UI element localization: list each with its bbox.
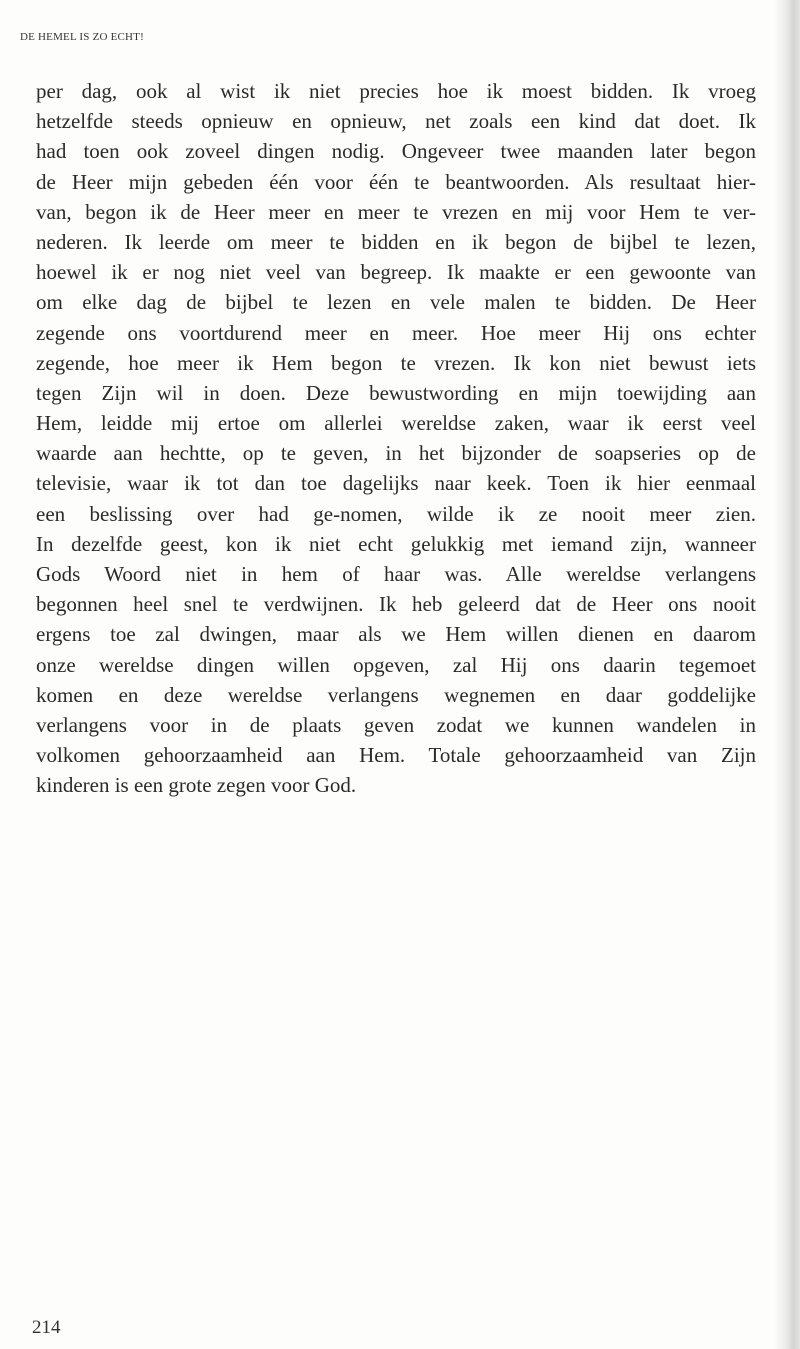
text-line: Hem, leidde mij ertoe om allerlei wereldse zaken, waar ik eerst veel xyxy=(36,411,756,436)
text-line: Gods Woord niet in hem of haar was. Alle wereldse verlangens xyxy=(36,562,756,586)
text-line: had toen ook zoveel dingen nodig. Ongeveer twee maanden later begon xyxy=(36,139,756,164)
text-line: onze wereldse dingen willen opgeven, zal Hij ons daarin tegemoet xyxy=(36,652,756,677)
running-head: DE HEMEL IS ZO ECHT! xyxy=(20,31,144,43)
page-number: 214 xyxy=(32,1317,61,1338)
text-line: zegende ons voortdurend meer en meer. Hoe meer Hij ons echter xyxy=(36,320,756,345)
text-line: komen en deze wereldse verlangens wegnemen en daar goddelijke xyxy=(36,682,756,707)
text-line: de Heer mijn gebeden één voor één te beantwoorden. Als resultaat hier- xyxy=(36,169,756,194)
text-line: tegen Zijn wil in doen. Deze bewustwording en mijn toewijding aan xyxy=(36,380,756,405)
text-line: zegende, hoe meer ik Hem begon te vrezen. Ik kon niet bewust iets xyxy=(36,350,756,375)
text-line: verlangens voor in de plaats geven zodat we kunnen wandelen in xyxy=(36,712,756,737)
text-line: van, begon ik de Heer meer en meer te vrezen en mij voor Hem te ver- xyxy=(36,199,756,224)
text-line: waarde aan hechtte, op te geven, in het bijzonder de soapseries op de xyxy=(36,441,756,466)
text-line: ergens toe zal dwingen, maar als we Hem willen dienen en daarom xyxy=(36,622,756,647)
text-line: nederen. Ik leerde om meer te bidden en ik begon de bijbel te lezen, xyxy=(36,229,756,254)
page-edge-shadow xyxy=(774,0,800,1349)
text-line: In dezelfde geest, kon ik niet echt gelukkig met iemand zijn, wanneer xyxy=(36,531,756,556)
text-line: hetzelfde steeds opnieuw en opnieuw, net zoals een kind dat doet. Ik xyxy=(36,109,756,134)
text-line: per dag, ook al wist ik niet precies hoe ik moest bidden. Ik vroeg xyxy=(36,79,756,103)
text-line: kinderen is een grote zegen voor God. xyxy=(36,773,357,798)
text-line: een beslissing over had ge-nomen, wilde ik ze nooit meer zien. xyxy=(36,501,756,526)
text-line: televisie, waar ik tot dan toe dagelijks naar keek. Toen ik hier eenmaal xyxy=(36,471,756,496)
text-line: begonnen heel snel te verdwijnen. Ik heb geleerd dat de Heer ons nooit xyxy=(36,592,756,617)
text-line: hoewel ik er nog niet veel van begreep. Ik maakte er een gewoonte van xyxy=(36,260,756,285)
text-line: volkomen gehoorzaamheid aan Hem. Totale gehoorzaamheid van Zijn xyxy=(36,743,756,768)
body-text xyxy=(36,76,756,801)
text-line: om elke dag de bijbel te lezen en vele malen te bidden. De Heer xyxy=(36,290,756,315)
